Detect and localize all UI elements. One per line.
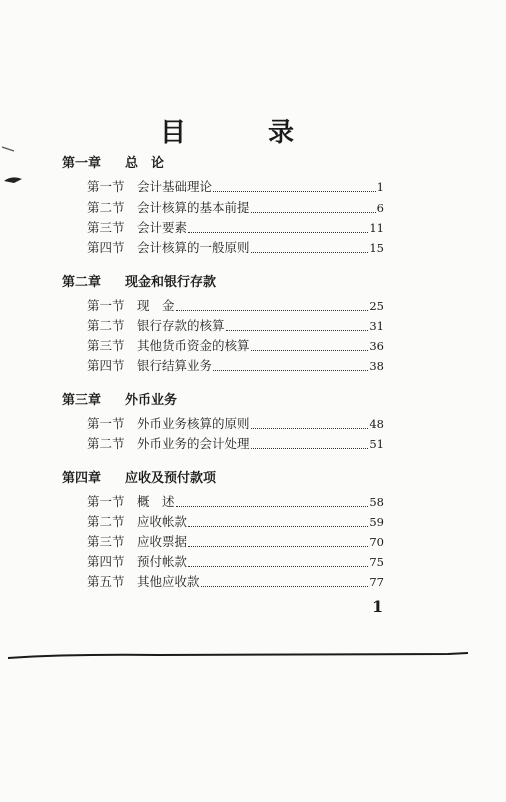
section-title: 应收帐款 (137, 514, 188, 529)
chapter-heading (62, 389, 177, 408)
section-title: 银行结算业务 (137, 358, 213, 373)
page-ref: 77 (369, 575, 384, 589)
page-ref: 31 (369, 319, 384, 333)
section-number: 第二节 (87, 436, 125, 451)
section-title: 会计核算的基本前提 (137, 200, 250, 215)
bottom-scan-rule (8, 652, 468, 660)
toc-entry[interactable] (87, 414, 384, 432)
dot-leader (251, 438, 369, 449)
chapter-heading (62, 152, 164, 171)
chapter-name: 总 论 (125, 156, 165, 171)
section-number: 第四节 (87, 554, 125, 569)
toc-entry[interactable] (87, 198, 384, 216)
section-title: 会计核算的一般原则 (137, 240, 250, 255)
toc-entry[interactable] (87, 572, 384, 590)
section-title: 外币业务的会计处理 (137, 436, 250, 451)
page-ref: 48 (369, 417, 384, 431)
section-number: 第四节 (87, 240, 125, 255)
toc-title-char-1: 目 (160, 118, 187, 148)
toc-entry[interactable] (87, 356, 384, 374)
chapter-name: 现金和银行存款 (125, 275, 217, 290)
page-ref: 51 (369, 437, 384, 451)
section-number: 第一节 (87, 494, 125, 509)
dot-leader (213, 181, 376, 192)
section-number: 第一节 (87, 179, 125, 194)
chapter-number: 第一章 (62, 156, 102, 171)
section-number: 第二节 (87, 514, 125, 529)
page-ref: 1 (376, 180, 384, 194)
dot-leader (188, 536, 368, 547)
section-number: 第三节 (87, 220, 125, 235)
section-number: 第二节 (87, 318, 125, 333)
page-ref: 70 (369, 535, 384, 549)
section-number: 第二节 (87, 200, 125, 215)
page-ref: 75 (369, 555, 384, 569)
chapter-heading (62, 271, 216, 290)
section-number: 第三节 (87, 338, 125, 353)
section-title: 银行存款的核算 (137, 318, 225, 333)
dot-leader (251, 340, 369, 351)
section-title: 会计要素 (137, 220, 188, 235)
toc-entry[interactable] (87, 177, 384, 195)
section-title: 其他应收款 (137, 574, 200, 589)
chapter-name: 应收及预付款项 (125, 471, 217, 486)
page-ref: 11 (369, 221, 384, 235)
dot-leader (213, 360, 368, 371)
toc-title (0, 112, 506, 146)
section-number: 第一节 (87, 416, 125, 431)
section-title: 其他货币资金的核算 (137, 338, 250, 353)
toc-entry[interactable] (87, 336, 384, 354)
toc-entry[interactable] (87, 238, 384, 256)
page-ref: 38 (369, 359, 384, 373)
chapter-number: 第二章 (62, 275, 102, 290)
section-title: 预付帐款 (137, 554, 188, 569)
dot-leader (176, 300, 369, 311)
toc-entry[interactable] (87, 492, 384, 510)
dot-leader (251, 418, 369, 429)
page-ref: 15 (369, 241, 384, 255)
section-title: 会计基础理论 (137, 179, 213, 194)
dot-leader (188, 222, 368, 233)
toc-entry[interactable] (87, 296, 384, 314)
toc-entry[interactable] (87, 218, 384, 236)
toc-entry[interactable] (87, 532, 384, 550)
section-number: 第一节 (87, 298, 125, 313)
section-title: 概 述 (137, 494, 175, 509)
page-number: 1 (372, 597, 384, 616)
toc-entry[interactable] (87, 316, 384, 334)
section-title: 外币业务核算的原则 (137, 416, 250, 431)
section-title: 应收票据 (137, 534, 188, 549)
chapter-number: 第三章 (62, 393, 102, 408)
toc-entry[interactable] (87, 512, 384, 530)
margin-scan-mark (0, 145, 30, 190)
dot-leader (226, 320, 369, 331)
chapter-name: 外币业务 (125, 393, 178, 408)
page-ref: 58 (369, 495, 384, 509)
dot-leader (201, 576, 369, 587)
section-title: 现 金 (137, 298, 175, 313)
section-number: 第五节 (87, 574, 125, 589)
page-ref: 25 (369, 299, 384, 313)
chapter-heading (62, 467, 216, 486)
dot-leader (251, 242, 369, 253)
toc-entry[interactable] (87, 552, 384, 570)
toc-title-char-2: 录 (268, 118, 295, 148)
page-ref: 36 (369, 339, 384, 353)
dot-leader (176, 496, 369, 507)
section-number: 第四节 (87, 358, 125, 373)
page-ref: 59 (369, 515, 384, 529)
dot-leader (188, 516, 368, 527)
dot-leader (251, 202, 376, 213)
dot-leader (188, 556, 368, 567)
chapter-number: 第四章 (62, 471, 102, 486)
page-ref: 6 (376, 201, 384, 215)
toc-entry[interactable] (87, 434, 384, 452)
section-number: 第三节 (87, 534, 125, 549)
